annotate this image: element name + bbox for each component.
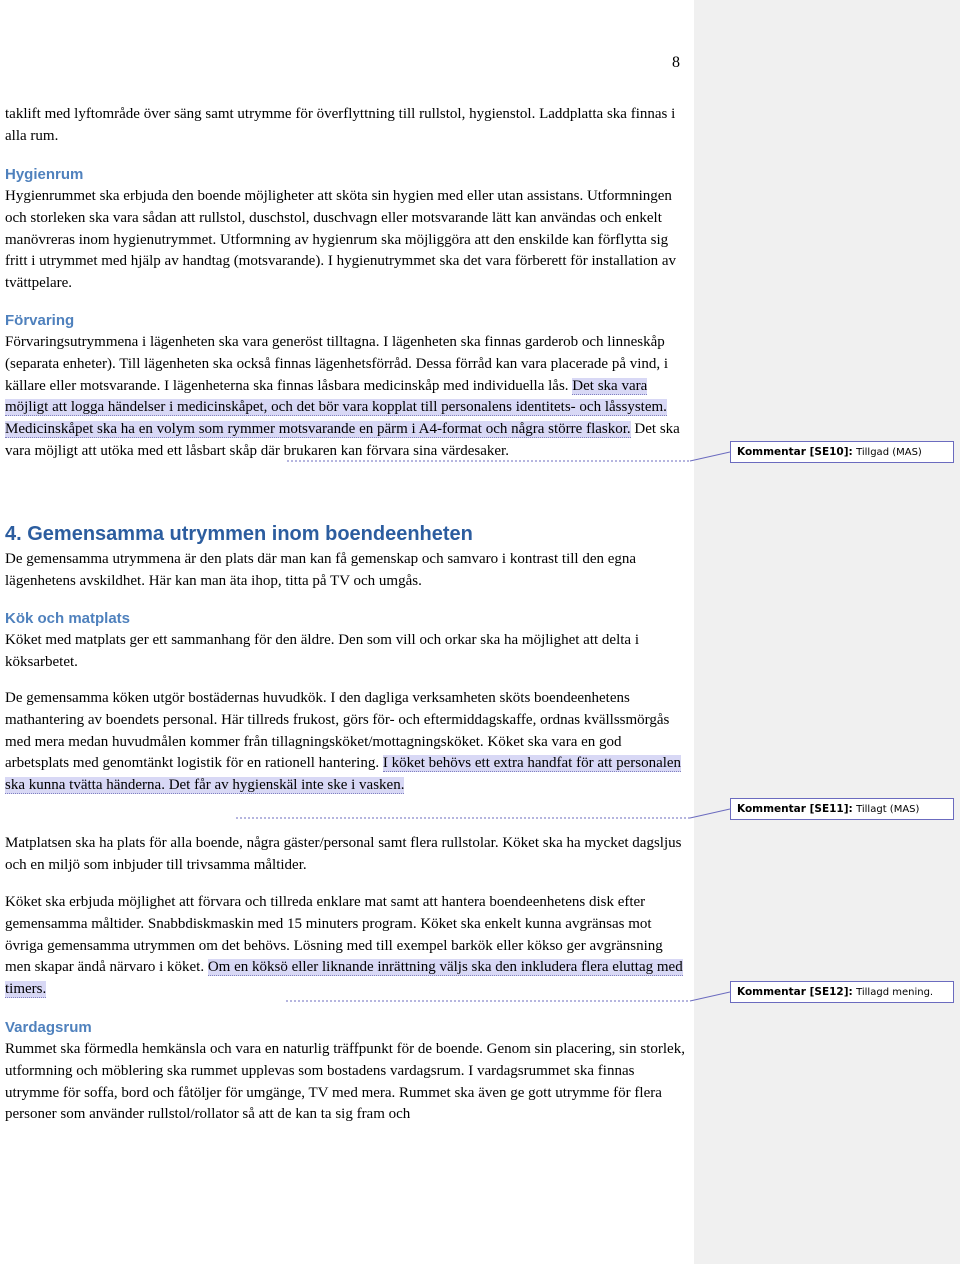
text-run: Hygienrummet ska erbjuda den boende möjligheter att sköta sin hygien med eller utan assistans. Utformningen och storleken ska vara sådan att rullstol, duschstol, duschvagn eller motsvarande lätt kan användas och enkelt manövreras inom hygienutrymmet. Utformning av hygienrum ska möjliggöra att den enskilde kan förflytta sig fritt i utrymmet med hjälp av handtag (motsvarande). I hygienutrymmet ska det vara förberett för installation av tvättpelare. xyxy=(5,188,677,292)
commented-text: Om en köksö eller liknande inrättning väljs ska den inkludera flera eluttag med timers. xyxy=(5,959,683,998)
commented-text: I köket behövs ett extra handfat för att personalen ska kunna tvätta händerna. Det får av hygienskäl inte ske i vasken. xyxy=(5,755,682,794)
paragraph xyxy=(5,1039,685,1126)
paragraph xyxy=(5,833,685,877)
comment-text: Tillagt (MAS) xyxy=(856,804,920,815)
text-run: taklift med lyftområde över säng samt utrymme för överflyttning till rullstol, hygienstol. Laddplatta ska finnas i alla rum. xyxy=(5,106,676,144)
comment-text: Tillgad (MAS) xyxy=(856,447,922,458)
text-run: Förvaringsutrymmena i lägenheten ska vara generöst tilltagna. I lägenheten ska finnas garderob och linneskåp (separata enheter). Till lägenheten ska också finnas lägenhetsförråd. Dessa förråd kan vara placerade på vind, i källare eller motsvarande. I lägenheterna ska finnas låsbara medicinskåp med individuella lås. xyxy=(5,334,669,394)
page-number: 8 xyxy=(672,54,680,71)
comment-label: Kommentar [SE10]: xyxy=(737,446,853,458)
text-run: Rummet ska förmedla hemkänsla och vara en naturlig träffpunkt för de boende. Genom sin placering, sin storlek, utformning och möblering ska rummet upplevas som bostadens vardagsrum. I vardagsrummet ska finnas utrymme för soffa, bord och fåtöljer för umgänge, TV med mera. Rummet ska även ge gott utrymme för flera personer som använder rullstol/rollator så att de kan ta sig fram och xyxy=(5,1041,685,1123)
text-run: Köket med matplats ger ett sammanhang för den äldre. Den som vill och orkar ska ha möjlighet att delta i köksarbetet. xyxy=(5,632,639,670)
subsection-heading: Vardagsrum xyxy=(5,1019,92,1036)
paragraph xyxy=(5,186,685,295)
comment-balloon[interactable] xyxy=(730,798,954,820)
subsection-heading: Förvaring xyxy=(5,312,75,329)
paragraph xyxy=(5,332,685,463)
text-run: Det ska vara möjligt att utöka med ett låsbart skåp där brukaren kan förvara sina värdesaker. xyxy=(5,421,680,459)
paragraph xyxy=(5,104,685,148)
text-run: De gemensamma köken utgör bostädernas huvudkök. I den dagliga verksamheten sköts boendeenhetens mathantering av boendets personal. Här tillreds frukost, görs för- och eftermiddagskaffe, ordnas kvällssmörgås med mera medan huvudmålen kommer från tillagningsköket/mottagningsköket. Köket ska vara en god arbetsplats med genomtänkt logistik för en rationell hantering. xyxy=(5,690,670,772)
paragraph xyxy=(5,630,685,674)
comment-balloon[interactable] xyxy=(730,981,954,1003)
paragraph xyxy=(5,549,685,593)
commented-text: Det ska vara möjligt att logga händelser i medicinskåpet, och det bör vara kopplat till personalens identitets- och låssystem. Medicinskåpet ska ha en volym som rymmer motsvarande en pärm i A4-format och några större flaskor. xyxy=(5,377,667,438)
section-heading: 4. Gemensamma utrymmen inom boendeenheten xyxy=(5,523,473,545)
paragraph xyxy=(5,892,685,1001)
paragraph xyxy=(5,688,685,797)
text-run: Matplatsen ska ha plats för alla boende, några gäster/personal samt flera rullstolar. Köket ska ha mycket dagsljus och en miljö som inbjuder till trivsamma måltider. xyxy=(5,835,682,873)
comment-text: Tillagd mening. xyxy=(856,987,934,998)
comment-label: Kommentar [SE11]: xyxy=(737,803,853,815)
subsection-heading: Kök och matplats xyxy=(5,610,131,627)
text-run: Köket ska erbjuda möjlighet att förvara och tillreda enklare mat samt att hantera boendeenhetens disk efter gemensamma måltider. Snabbdiskmaskin med 15 minuters program. Köket ska enkelt kunna avgränsas mot övriga gemensamma utrymmen om det behövs. Lösning med till exempel barkök eller kökso ger avgränsning men skapar ändå närvaro i köket. xyxy=(5,894,663,976)
comment-balloon[interactable] xyxy=(730,441,954,463)
text-run: De gemensamma utrymmena är den plats där man kan få gemenskap och samvaro i kontrast till den egna lägenhetens avskildhet. Här kan man äta ihop, titta på TV och umgås. xyxy=(5,551,637,589)
comment-label: Kommentar [SE12]: xyxy=(737,986,853,998)
subsection-heading: Hygienrum xyxy=(5,166,84,183)
